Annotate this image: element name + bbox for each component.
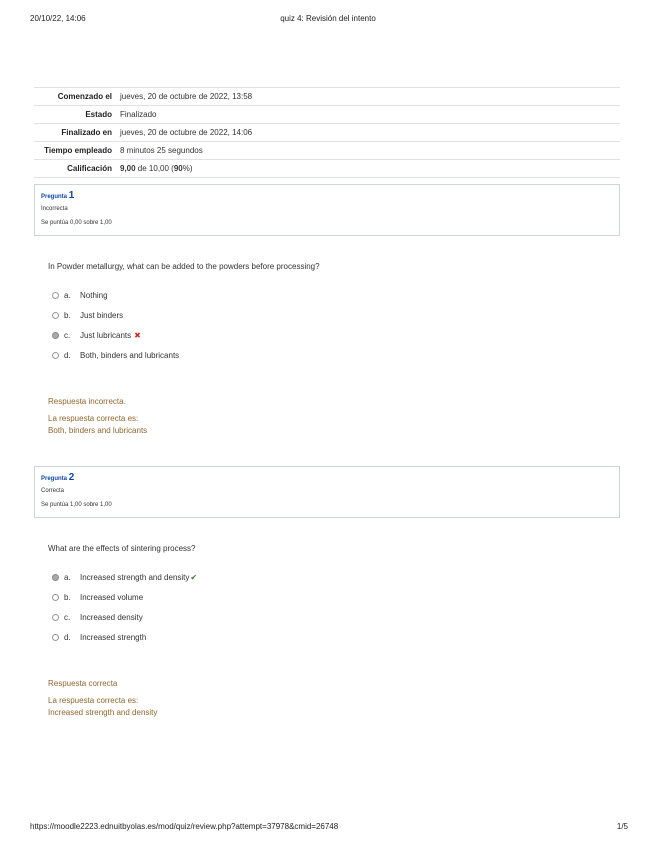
question-number [41,472,613,485]
radio-button[interactable] [52,352,59,359]
option-letter: a. [64,572,71,582]
radio-button[interactable] [52,312,59,319]
option-letter: a. [64,290,71,300]
summary-row-finished [34,123,620,141]
answer-options-1 [52,285,179,365]
correct-answer: Increased strength and density [48,708,158,717]
summary-row-time [34,141,620,159]
grade-end: %) [182,164,193,173]
question-feedback-1 [48,396,147,437]
summary-label: Tiempo empleado [44,146,112,155]
option-text: Nothing [80,290,108,300]
option-text: Both, binders and lubricants [80,350,180,360]
question-info-2 [34,466,620,518]
option-letter: b. [64,592,71,602]
question-grade: Se puntúa 0,00 sobre 1,00 [41,220,112,226]
radio-button[interactable] [52,594,59,601]
question-number-value: 2 [68,472,75,483]
grade-percent: 90 [173,164,183,173]
print-page-number: 1/5 [616,822,628,831]
grade-score: 9,00 [120,164,136,173]
answer-option[interactable] [52,607,197,627]
correct-answer-label: La respuesta correcta es: [48,414,139,423]
option-text: Just lubricants [80,330,132,340]
radio-button[interactable] [52,634,59,641]
print-url: https://moodle2223.ednuitbyolas.es/mod/quiz/review.php?attempt=37978&cmid=26748 [30,822,339,831]
summary-value: jueves, 20 de octubre de 2022, 14:06 [120,128,253,137]
radio-button[interactable] [52,614,59,621]
summary-label: Finalizado en [61,128,112,137]
question-label: Pregunta [41,476,68,482]
radio-button-selected[interactable] [52,574,59,581]
feedback-status: Respuesta incorrecta. [48,397,126,406]
print-title: quiz 4: Revisión del intento [280,14,376,23]
option-text: Increased volume [80,592,144,602]
summary-row-grade [34,159,620,178]
summary-label: Comenzado el [57,92,112,101]
option-letter: b. [64,310,71,320]
grade-out-of: de 10,00 ( [135,164,174,173]
summary-label: Calificación [67,164,112,173]
cross-icon: ✖ [134,330,141,340]
radio-button-selected[interactable] [52,332,59,339]
option-text: Increased strength [80,632,147,642]
answer-options-2 [52,567,197,647]
summary-row-started [34,87,620,105]
option-text: Just binders [80,310,124,320]
question-feedback-2 [48,678,157,719]
question-text-1: In Powder metallurgy, what can be added to the powders before processing? [48,262,320,271]
answer-option[interactable] [52,587,197,607]
question-number [41,190,613,203]
option-letter: d. [64,632,71,642]
summary-row-state [34,105,620,123]
summary-value: jueves, 20 de octubre de 2022, 13:58 [120,92,253,101]
answer-option[interactable] [52,285,179,305]
answer-option[interactable] [52,627,197,647]
question-label: Pregunta [41,194,68,200]
summary-label: Estado [85,110,112,119]
option-letter: d. [64,350,71,360]
feedback-status: Respuesta correcta [48,679,118,688]
question-text-2: What are the effects of sintering process? [48,544,196,553]
answer-option[interactable] [52,567,197,587]
summary-value: 8 minutos 25 segundos [120,146,203,155]
check-icon: ✔ [190,572,198,582]
answer-option[interactable] [52,305,179,325]
answer-option[interactable] [52,345,179,365]
answer-option[interactable] [52,325,179,345]
question-grade: Se puntúa 1,00 sobre 1,00 [41,502,112,508]
option-letter: c. [64,330,71,340]
question-info-1 [34,184,620,236]
question-state: Correcta [41,488,65,494]
question-state: Incorrecta [41,206,68,212]
attempt-summary-table [34,87,620,178]
option-letter: c. [64,612,71,622]
print-datetime: 20/10/22, 14:06 [30,14,86,23]
option-text: Increased strength and density [80,572,190,582]
option-text: Increased density [80,612,143,622]
summary-value [120,163,620,174]
correct-answer-label: La respuesta correcta es: [48,696,139,705]
radio-button[interactable] [52,292,59,299]
correct-answer: Both, binders and lubricants [48,426,148,435]
question-number-value: 1 [68,190,75,201]
summary-value: Finalizado [120,110,157,119]
